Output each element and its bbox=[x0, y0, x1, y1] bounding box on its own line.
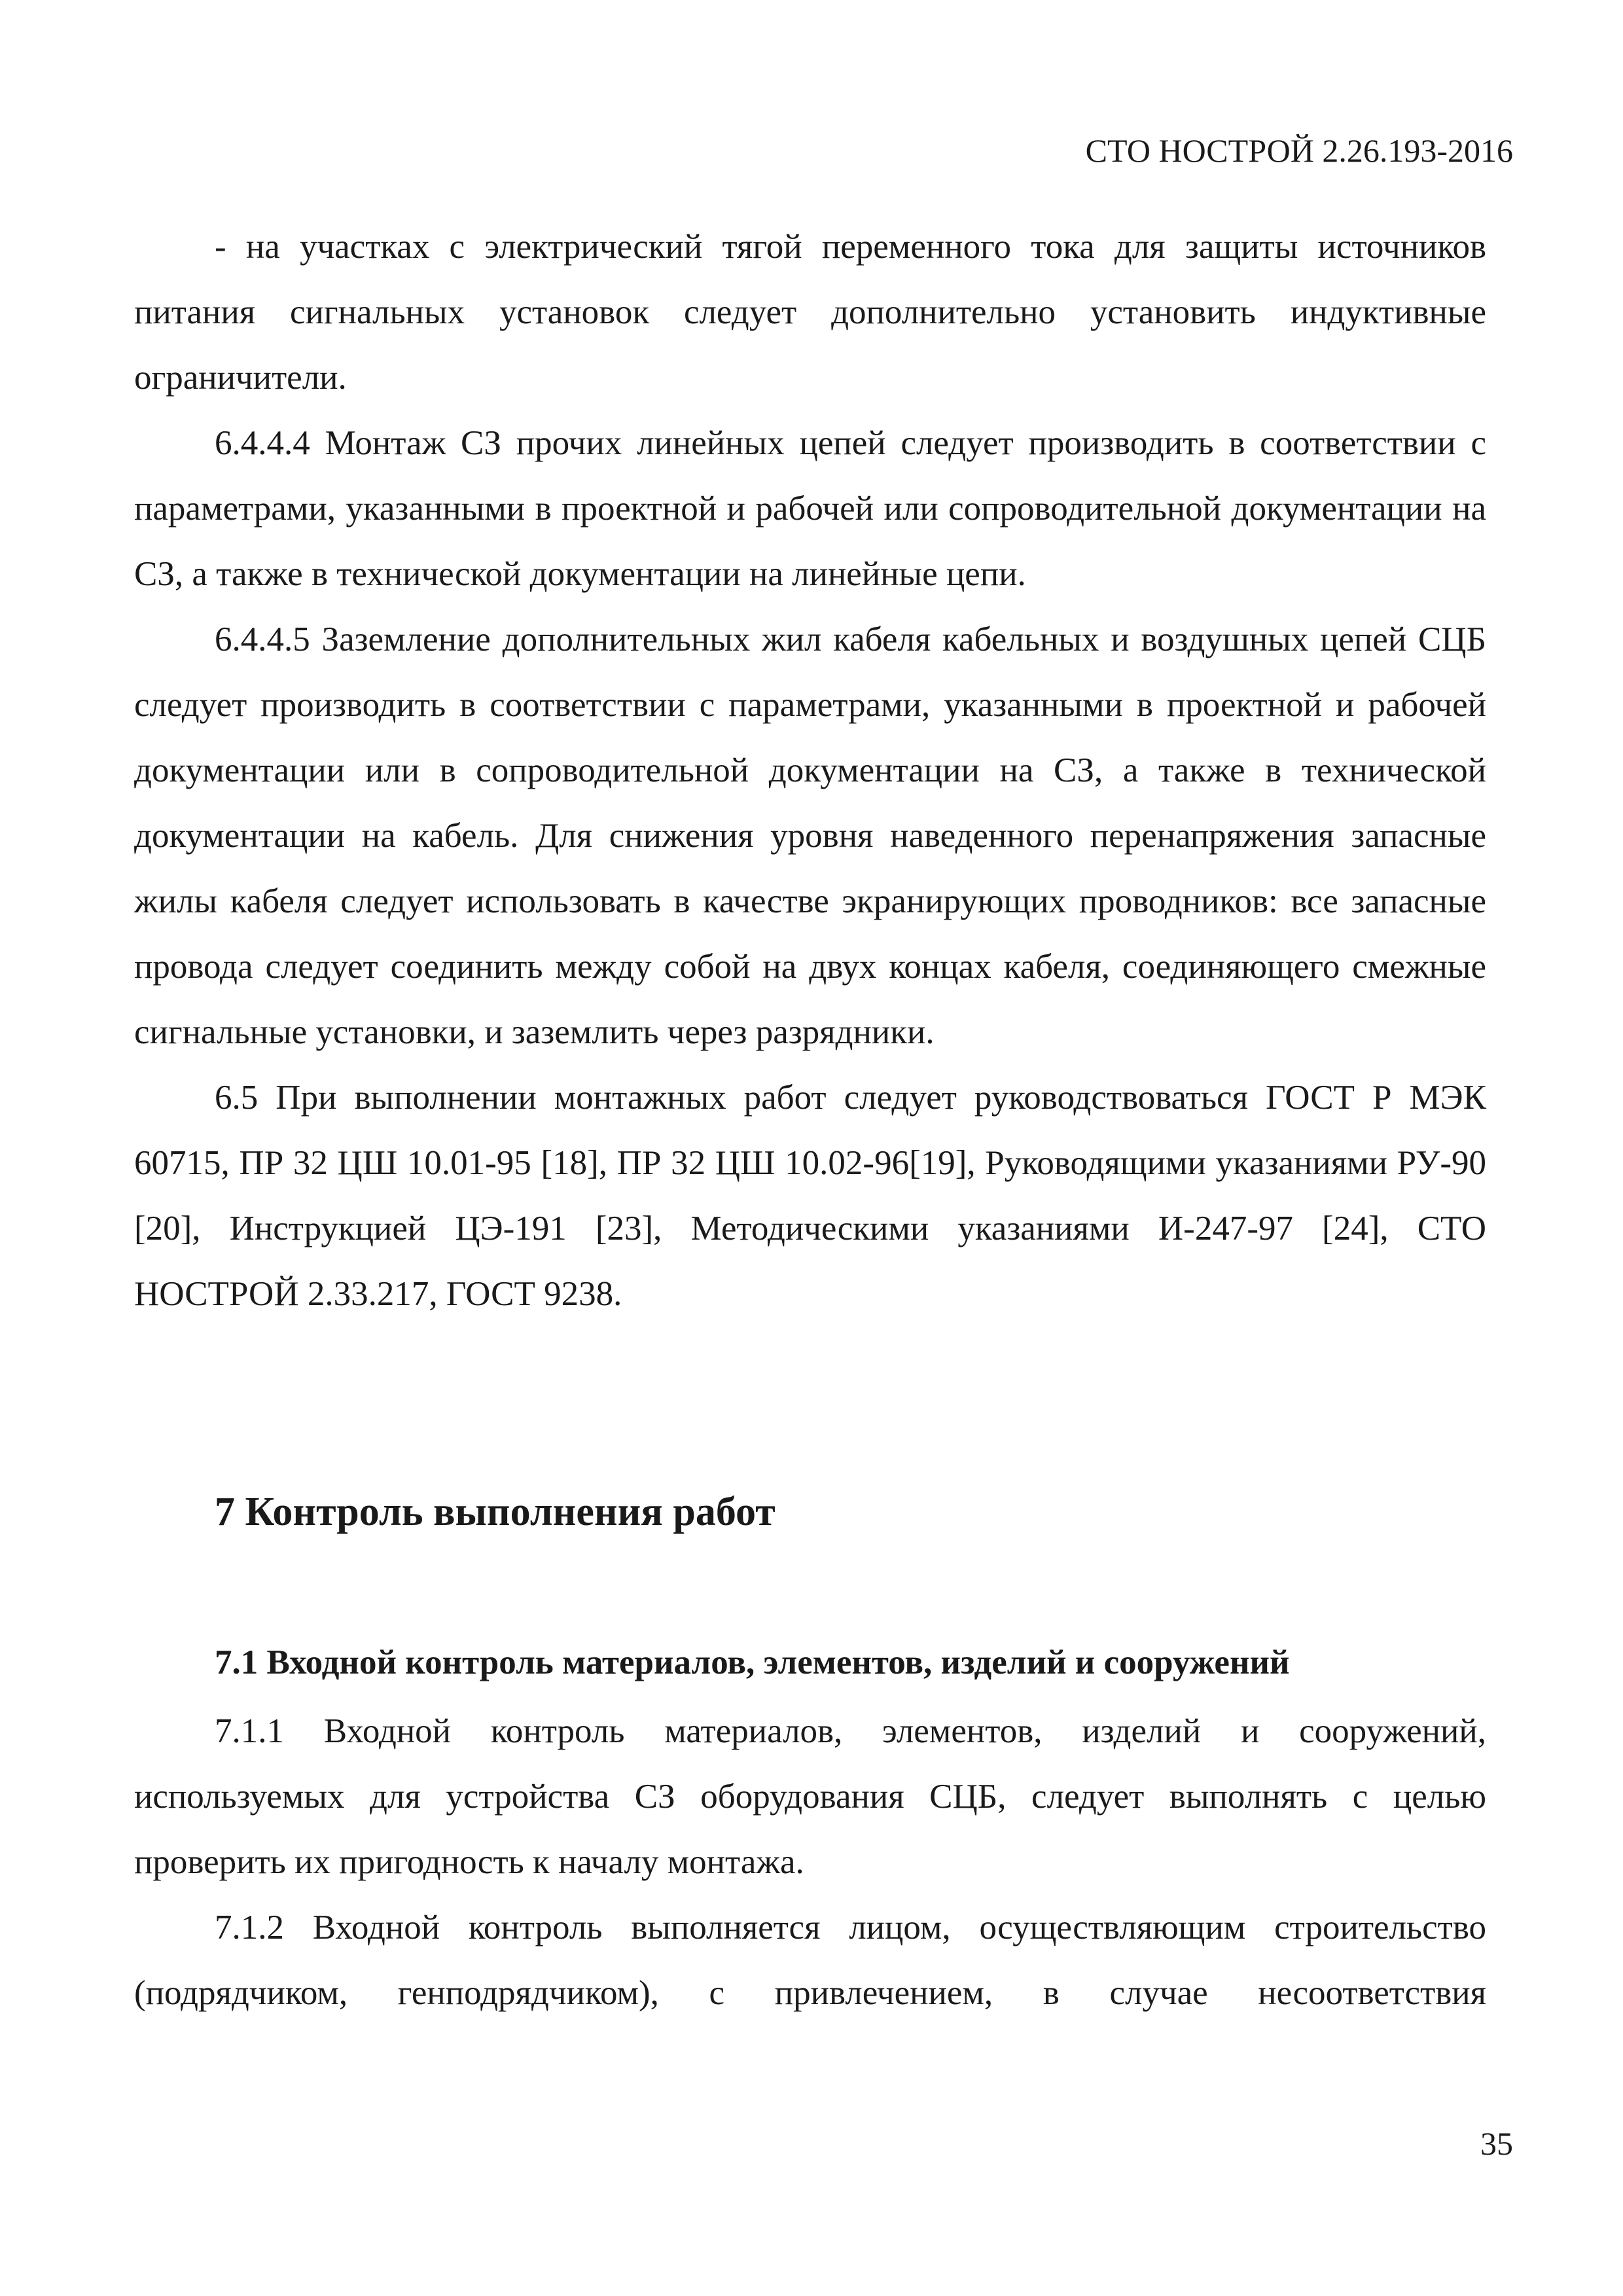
paragraph-7-1-2: 7.1.2 Входной контроль выполняется лицом, осуществляющим строительство (подрядчиком, генподрядчиком), с привлечением, в случае несоответствия bbox=[134, 1909, 1486, 2012]
paragraph-7-1-1: 7.1.1 Входной контроль материалов, элементов, изделий и сооружений, используемых для устройства СЗ оборудования СЦБ, следует выполнять с целью проверить их пригодность к началу монтажа. bbox=[134, 1712, 1486, 1881]
section-7-heading: 7 Контроль выполнения работ bbox=[215, 1490, 776, 1534]
section-7-text bbox=[134, 1698, 1486, 2026]
section-6-text bbox=[134, 214, 1486, 1327]
document-code-header: СТО НОСТРОЙ 2.26.193-2016 bbox=[1085, 132, 1513, 169]
section-7-1-subheading: 7.1 Входной контроль материалов, элементов, изделий и сооружений bbox=[215, 1643, 1290, 1681]
paragraph-dash-item: - на участках с электрический тягой переменного тока для защиты источников питания сигнальных установок следует дополнительно установить индуктивные ограничители. bbox=[134, 228, 1486, 397]
page-number: 35 bbox=[1480, 2125, 1513, 2162]
paragraph-6-4-4-5: 6.4.4.5 Заземление дополнительных жил кабеля кабельных и воздушных цепей СЦБ следует производить в соответствии с параметрами, указанными в проектной и рабочей документации или в сопроводительной документации на СЗ, а также в технической документации на кабель. Для снижения уровня наведенного перенапряжения запасные жилы кабеля следует использовать в качестве экранирующих проводников: все запасные провода следует соединить между собой на двух концах кабеля, соединяющего смежные сигнальные установки, и заземлить через разрядники. bbox=[134, 620, 1486, 1051]
paragraph-6-4-4-4: 6.4.4.4 Монтаж СЗ прочих линейных цепей следует производить в соответствии с параметрами, указанными в проектной и рабочей или сопроводительной документации на СЗ, а также в технической документации на линейные цепи. bbox=[134, 424, 1486, 593]
paragraph-6-5: 6.5 При выполнении монтажных работ следует руководствоваться ГОСТ Р МЭК 60715, ПР 32 ЦШ 10.01-95 [18], ПР 32 ЦШ 10.02-96[19], Руководящими указаниями РУ-90 [20], Инструкцией ЦЭ-191 [23], Методическими указаниями И-247-97 [24], СТО НОСТРОЙ 2.33.217, ГОСТ 9238. bbox=[134, 1079, 1486, 1313]
